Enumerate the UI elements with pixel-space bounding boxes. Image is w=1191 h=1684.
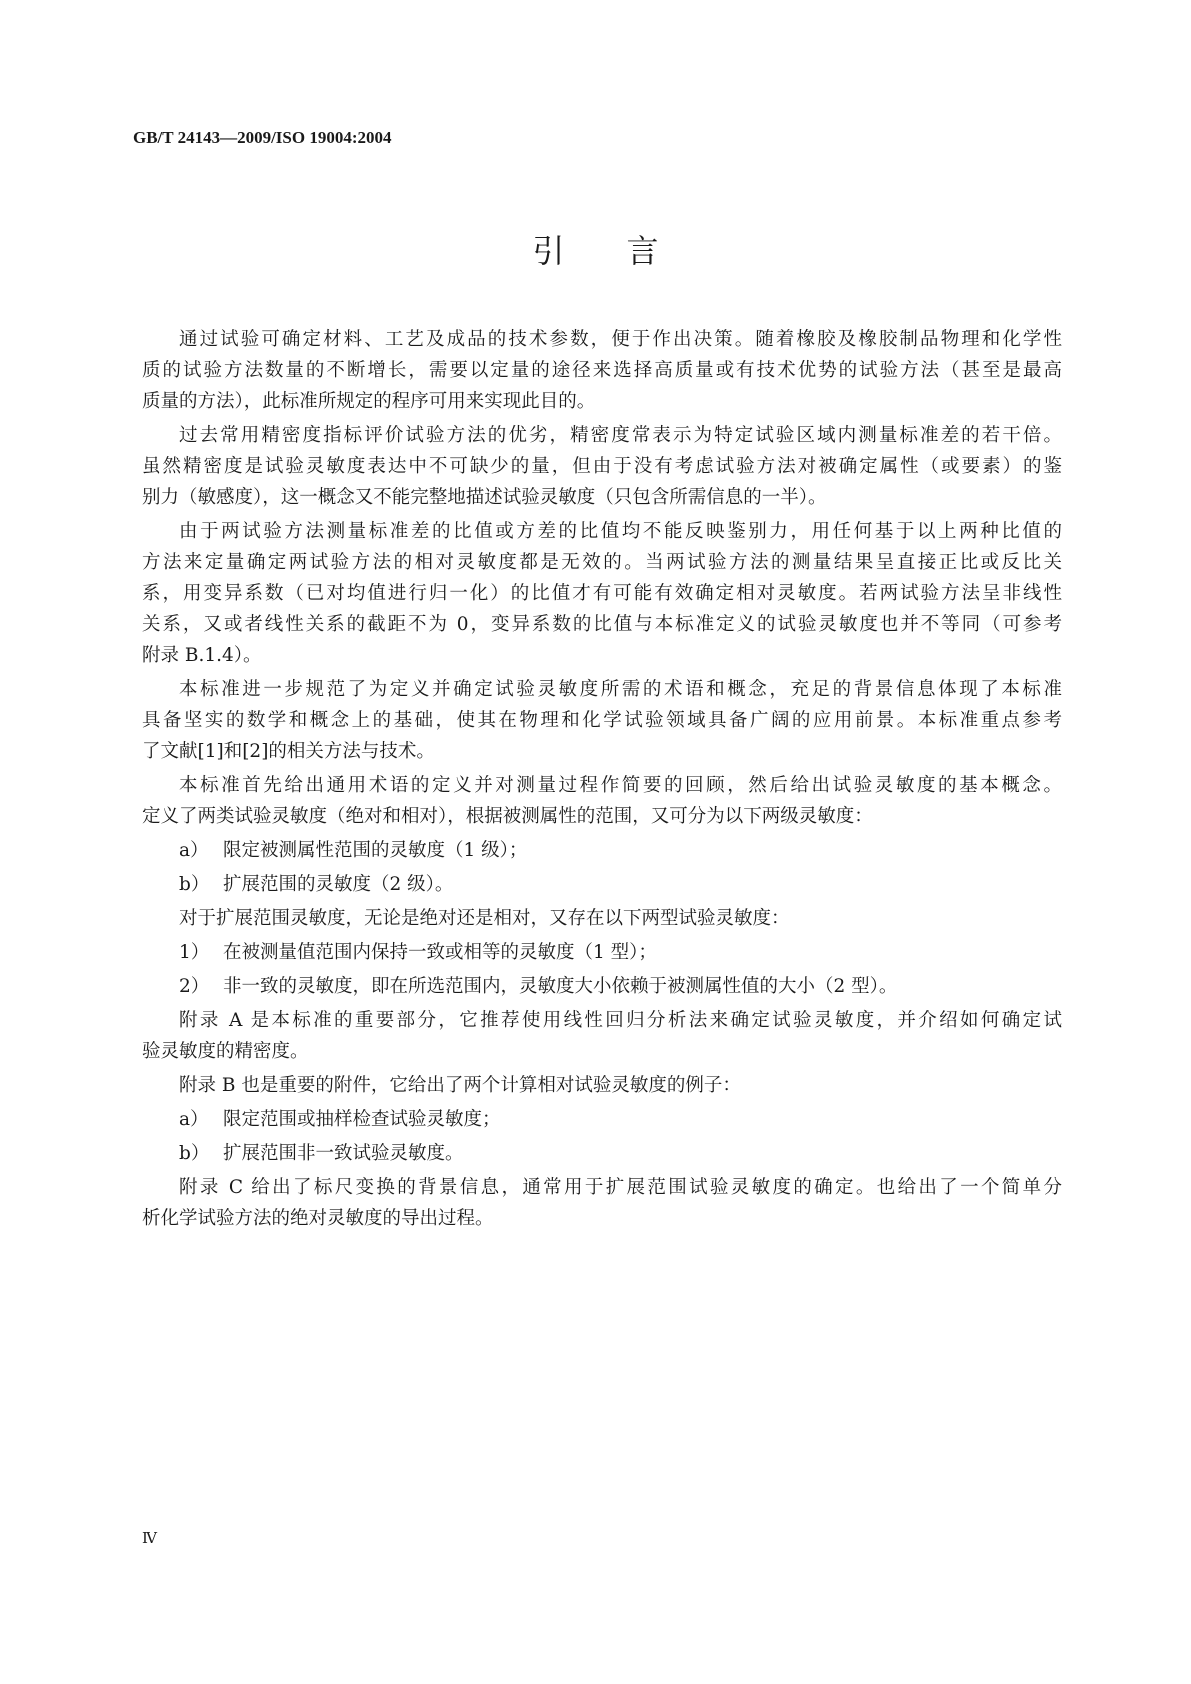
standard-number-header: GB/T 24143—2009/ISO 19004:2004 (133, 128, 392, 147)
list-text: 扩展范围非一致试验灵敏度。 (223, 1143, 464, 1164)
text-line: 定义了两类试验灵敏度（绝对和相对），根据被测属性的范围，又可分为以下两级灵敏度： (142, 806, 873, 827)
text-line: 由于两试验方法测量标准差的比值或方差的比值均不能反映鉴别力，用任何基于以上两种比值的 (179, 521, 1062, 542)
text-line: 方法来定量确定两试验方法的相对灵敏度都是无效的。当两试验方法的测量结果呈直接正比或反比关 (142, 552, 1062, 573)
text-line: 虽然精密度是试验灵敏度表达中不可缺少的量，但由于没有考虑试验方法对被确定属性（或要素）的鉴 (142, 456, 1062, 477)
text-line: 了文献[1]和[2]的相关方法与技术。 (142, 741, 435, 762)
list-item-type-2 (142, 971, 1062, 1002)
list-marker: 2） (179, 976, 210, 997)
list-text: 在被测量值范围内保持一致或相等的灵敏度（1 型）； (223, 942, 657, 963)
document-body (142, 324, 1062, 1234)
paragraph-types-intro: 对于扩展范围灵敏度，无论是绝对还是相对，又存在以下两型试验灵敏度： (179, 908, 790, 929)
text-line: 验灵敏度的精密度。 (142, 1041, 309, 1062)
paragraph-annex-c (142, 1172, 1062, 1234)
list-item-level-2 (142, 869, 1062, 900)
paragraph-purpose (142, 324, 1062, 417)
list-marker: a） (179, 1109, 209, 1130)
text-line: 系，用变异系数（已对均值进行归一化）的比值才有可能有效确定相对灵敏度。若两试验方法呈非线性 (142, 583, 1062, 604)
paragraph-overview (142, 770, 1062, 832)
list-item-example-1 (142, 1104, 1062, 1135)
list-item-type-1 (142, 937, 1062, 968)
text-line: 附录 C 给出了标尺变换的背景信息，通常用于扩展范围试验灵敏度的确定。也给出了一个简单分 (179, 1177, 1062, 1198)
text-line: 过去常用精密度指标评价试验方法的优劣，精密度常表示为特定试验区域内测量标准差的若干倍。 (179, 425, 1062, 446)
text-line: 别力（敏感度），这一概念又不能完整地描述试验灵敏度（只包含所需信息的一半）。 (142, 487, 827, 508)
text-line: 通过试验可确定材料、工艺及成品的技术参数，便于作出决策。随着橡胶及橡胶制品物理和化学性 (179, 329, 1062, 350)
list-item-level-1 (142, 835, 1062, 866)
list-marker: b） (179, 1143, 210, 1164)
list-item-example-2 (142, 1138, 1062, 1169)
text-line: 附录 B.1.4）。 (142, 645, 262, 666)
list-marker: 1） (179, 942, 210, 963)
page-title: 引言 (532, 232, 721, 270)
text-line: 关系，又或者线性关系的截距不为 0，变异系数的比值与本标准定义的试验灵敏度也并不等同（可参考 (142, 614, 1062, 635)
text-line: 本标准进一步规范了为定义并确定试验灵敏度所需的术语和概念，充足的背景信息体现了本标准 (179, 679, 1062, 700)
list-text: 限定范围或抽样检查试验灵敏度； (223, 1109, 501, 1130)
paragraph-annex-a (142, 1005, 1062, 1067)
paragraph-ratio (142, 516, 1062, 671)
text-line: 质量的方法），此标准所规定的程序可用来实现此目的。 (142, 391, 596, 412)
list-marker: a） (179, 840, 209, 861)
list-text: 扩展范围的灵敏度（2 级）。 (223, 874, 454, 895)
paragraph-precision (142, 420, 1062, 513)
text-line: 质的试验方法数量的不断增长，需要以定量的途径来选择高质量或有技术优势的试验方法（甚至是最高 (142, 360, 1062, 381)
paragraph-annex-b: 附录 B 也是重要的附件，它给出了两个计算相对试验灵敏度的例子： (179, 1075, 741, 1096)
text-line: 具备坚实的数学和概念上的基础，使其在物理和化学试验领域具备广阔的应用前景。本标准重点参考 (142, 710, 1062, 731)
text-line: 本标准首先给出通用术语的定义并对测量过程作简要的回顾，然后给出试验灵敏度的基本概念。 (179, 775, 1062, 796)
text-line: 附录 A 是本标准的重要部分，它推荐使用线性回归分析法来确定试验灵敏度，并介绍如何确定试 (179, 1010, 1062, 1031)
list-text: 非一致的灵敏度，即在所选范围内，灵敏度大小依赖于被测属性值的大小（2 型）。 (223, 976, 898, 997)
list-text: 限定被测属性范围的灵敏度（1 级）； (223, 840, 528, 861)
paragraph-scope (142, 674, 1062, 767)
list-marker: b） (179, 874, 210, 895)
text-line: 析化学试验方法的绝对灵敏度的导出过程。 (142, 1208, 494, 1229)
page-number: Ⅳ (142, 1531, 157, 1547)
